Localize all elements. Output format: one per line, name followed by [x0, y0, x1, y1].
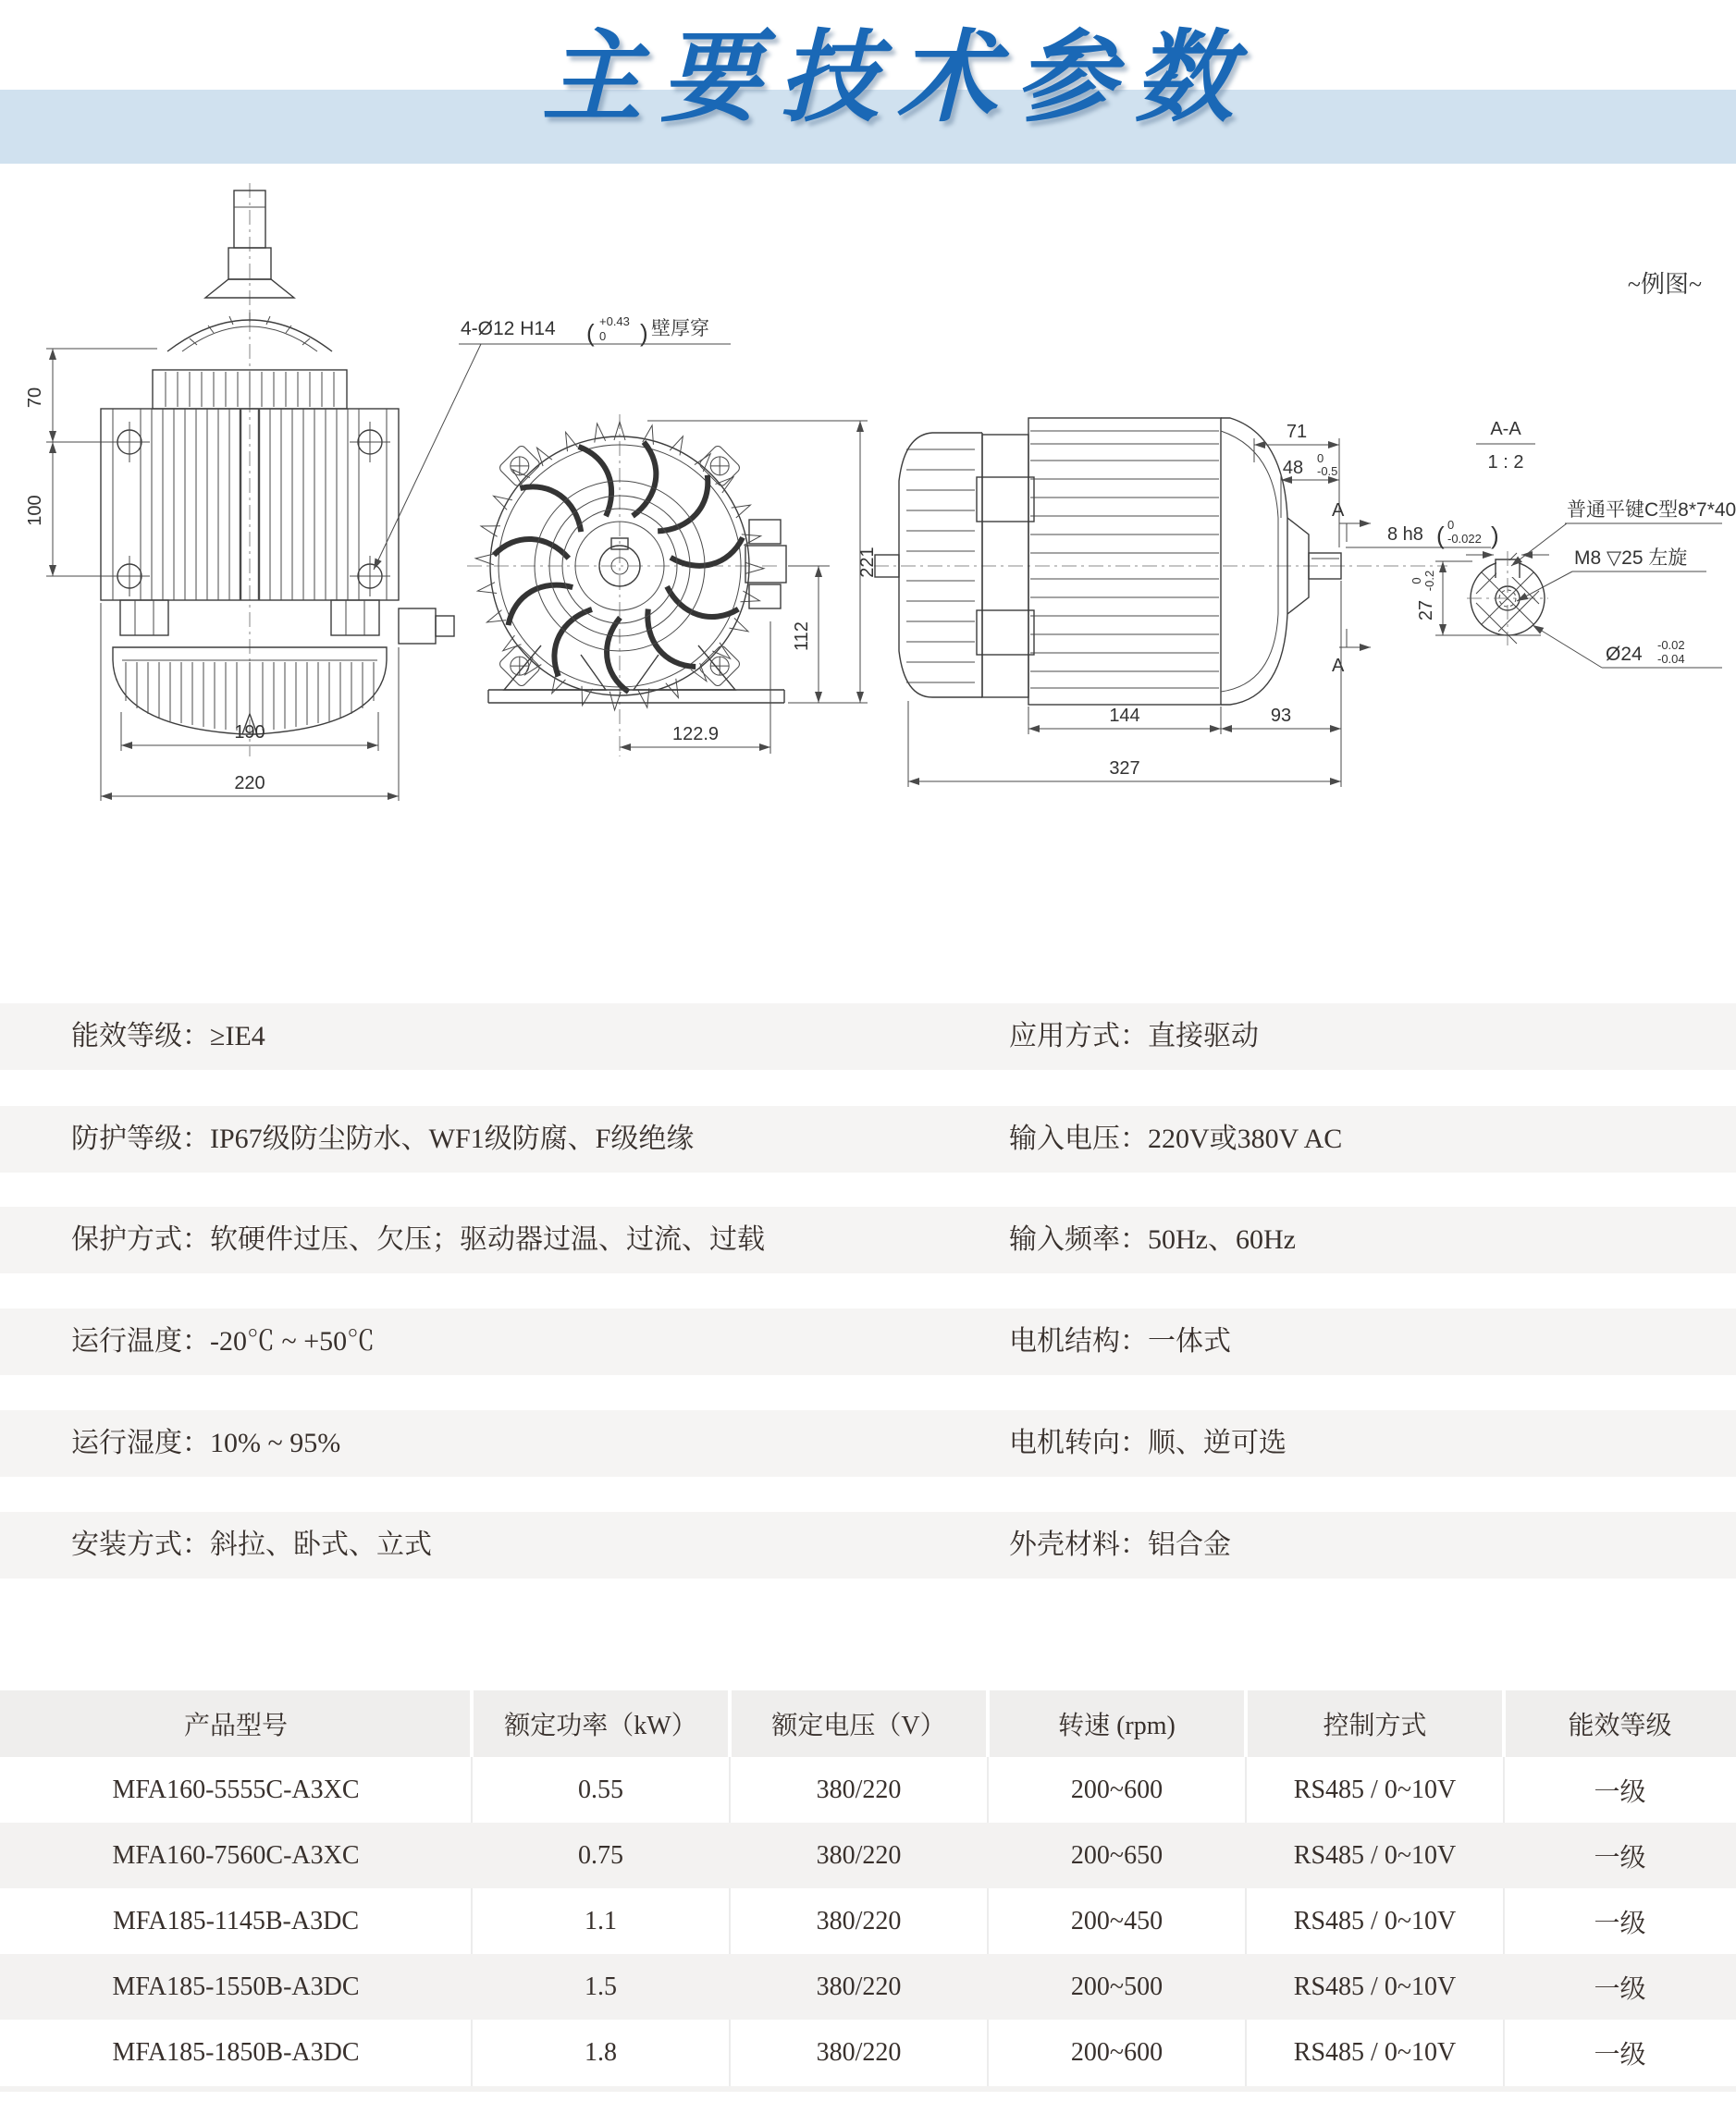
key-tol-bottom: -0.022 — [1447, 532, 1482, 546]
cell-model: MFA185-1850B-A3DC — [112, 2037, 360, 2067]
header-separator — [470, 1690, 474, 1757]
cell-energy: 一级 — [1594, 1777, 1646, 1807]
cell-power: 0.75 — [578, 1840, 623, 1870]
cell-voltage: 380/220 — [816, 1972, 902, 2001]
cell-model: MFA185-1550B-A3DC — [112, 1972, 360, 2001]
table-row — [0, 2020, 1736, 2085]
spec-input-voltage: 输入电压：220V或380V AC — [1009, 1124, 1343, 1154]
dim-220: 220 — [234, 773, 265, 793]
shaft-dia: Ø24 — [1606, 644, 1643, 665]
section-a-top: A — [1332, 500, 1345, 521]
next-row-edge — [0, 2086, 1736, 2092]
spec-input-frequency: 输入频率：50Hz、60Hz — [1009, 1224, 1296, 1255]
spec-energy-class: 能效等级：≥IE4 — [71, 1021, 265, 1051]
dim-190: 190 — [234, 722, 265, 743]
spec-protection-class: 防护等级：IP67级防尘防水、WF1级防腐、F级绝缘 — [71, 1124, 695, 1154]
key-note: 普通平键C型8*7*40 — [1567, 499, 1736, 521]
table-row — [0, 1757, 1736, 1823]
cell-model: MFA160-7560C-A3XC — [112, 1840, 360, 1870]
spec-row-6 — [0, 1512, 1736, 1579]
header-rated-power: 额定功率（kW） — [504, 1712, 697, 1740]
spec-mounting-type: 安装方式：斜拉、卧式、立式 — [71, 1530, 432, 1560]
model-table — [0, 1690, 1736, 2092]
spec-motor-structure: 电机结构：一体式 — [1009, 1326, 1231, 1357]
page-title: 主要技术参数 — [541, 21, 1252, 133]
dim-122-9: 122.9 — [671, 724, 720, 744]
cell-control: RS485 / 0~10V — [1293, 1775, 1457, 1804]
spec-row-2 — [0, 1106, 1736, 1173]
shaft-tol-bottom: -0.04 — [1657, 652, 1685, 666]
dim-48-tol-top: 0 — [1317, 451, 1324, 465]
header-rated-voltage: 额定电压（V） — [771, 1712, 946, 1740]
cell-voltage: 380/220 — [816, 1775, 902, 1804]
dim-100: 100 — [25, 495, 45, 526]
dim-27-tol-bottom: -0.2 — [1422, 570, 1436, 592]
dim-144: 144 — [1109, 706, 1140, 726]
header-model: 产品型号 — [183, 1712, 288, 1740]
section-detail — [1346, 419, 1736, 668]
spec-application: 应用方式：直接驱动 — [1009, 1021, 1259, 1051]
section-scale: 1 : 2 — [1487, 452, 1524, 473]
key-paren-left: ( — [1436, 522, 1445, 549]
section-a-bottom: A — [1332, 656, 1345, 676]
cell-power: 1.8 — [585, 2037, 617, 2067]
cell-energy: 一级 — [1594, 1909, 1646, 1938]
spec-housing-material: 外壳材料：铝合金 — [1009, 1530, 1231, 1560]
spec-row-4 — [0, 1309, 1736, 1375]
header-separator — [728, 1690, 732, 1757]
cell-model: MFA160-5555C-A3XC — [112, 1775, 360, 1804]
spec-operating-humidity: 运行湿度：10% ~ 95% — [71, 1428, 341, 1458]
cell-voltage: 380/220 — [816, 2037, 902, 2067]
hole-note: 4-Ø12 H14 — [461, 318, 556, 339]
table-row — [0, 1954, 1736, 2020]
spec-operating-temperature: 运行温度：-20℃ ~ +50℃ — [71, 1326, 376, 1357]
spec-row-3 — [0, 1207, 1736, 1273]
cell-power: 0.55 — [578, 1775, 623, 1804]
cell-speed: 200~650 — [1070, 1840, 1163, 1870]
hole-note-suffix: 壁厚穿 — [651, 318, 709, 339]
dim-27-tol-top: 0 — [1410, 577, 1423, 584]
side-body-ribs — [1030, 431, 1219, 688]
dim-48: 48 — [1282, 458, 1304, 478]
spec-row-1 — [0, 1003, 1736, 1070]
dim-93: 93 — [1270, 706, 1292, 726]
key-tol-top: 0 — [1447, 518, 1455, 532]
cell-speed: 200~600 — [1070, 1775, 1163, 1804]
table-row — [0, 1823, 1736, 1888]
hole-note-paren-right: ) — [640, 319, 648, 347]
cell-control: RS485 / 0~10V — [1293, 2037, 1457, 2067]
header-speed: 转速 (rpm) — [1058, 1712, 1176, 1740]
spec-rotation-direction: 电机转向：顺、逆可选 — [1009, 1428, 1287, 1458]
thread-note: M8 ▽25 左旋 — [1574, 547, 1688, 569]
cell-power: 1.5 — [585, 1972, 617, 2001]
cell-speed: 200~450 — [1070, 1906, 1163, 1935]
header-energy-class: 能效等级 — [1568, 1712, 1672, 1740]
spec-row-5 — [0, 1410, 1736, 1477]
cell-model: MFA185-1145B-A3DC — [112, 1906, 359, 1935]
table-header-row — [0, 1690, 1736, 1757]
header-separator — [1502, 1690, 1506, 1757]
header-separator — [1244, 1690, 1248, 1757]
example-tag-label: ~例图~ — [1627, 271, 1703, 298]
section-title: A-A — [1490, 419, 1521, 439]
side-view — [874, 418, 1447, 787]
front-view — [25, 183, 731, 801]
front-top-fins — [166, 372, 334, 407]
cell-control: RS485 / 0~10V — [1293, 1972, 1457, 2001]
dim-70: 70 — [25, 387, 45, 409]
key-paren-right: ) — [1491, 522, 1499, 549]
table-row — [0, 1888, 1736, 1954]
cell-energy: 一级 — [1594, 1843, 1646, 1873]
cell-energy: 一级 — [1594, 1974, 1646, 2004]
header-control-mode: 控制方式 — [1323, 1712, 1427, 1740]
technical-drawing — [0, 0, 1736, 888]
header-separator — [986, 1690, 990, 1757]
cell-voltage: 380/220 — [816, 1840, 902, 1870]
hole-note-tol-top: +0.43 — [599, 314, 630, 328]
hole-note-paren-left: ( — [586, 319, 595, 347]
dim-221: 221 — [857, 547, 878, 578]
dim-71: 71 — [1286, 422, 1308, 442]
dim-112: 112 — [792, 621, 812, 651]
cell-control: RS485 / 0~10V — [1293, 1906, 1457, 1935]
spec-protection-mode: 保护方式：软硬件过压、欠压；驱动器过温、过流、过载 — [71, 1224, 765, 1255]
cell-energy: 一级 — [1594, 2040, 1646, 2070]
cell-control: RS485 / 0~10V — [1293, 1840, 1457, 1870]
key-width-dim: 8 h8 — [1387, 524, 1423, 545]
cell-speed: 200~500 — [1070, 1972, 1163, 2001]
dim-27: 27 — [1416, 599, 1436, 621]
cell-voltage: 380/220 — [816, 1906, 902, 1935]
end-view — [467, 414, 878, 756]
dim-48-tol-bottom: -0.5 — [1317, 464, 1338, 478]
cell-power: 1.1 — [585, 1906, 617, 1935]
shaft-tol-top: -0.02 — [1657, 638, 1685, 652]
cell-speed: 200~600 — [1070, 2037, 1163, 2067]
hole-note-tol-bottom: 0 — [599, 329, 607, 343]
dim-327: 327 — [1109, 758, 1140, 779]
